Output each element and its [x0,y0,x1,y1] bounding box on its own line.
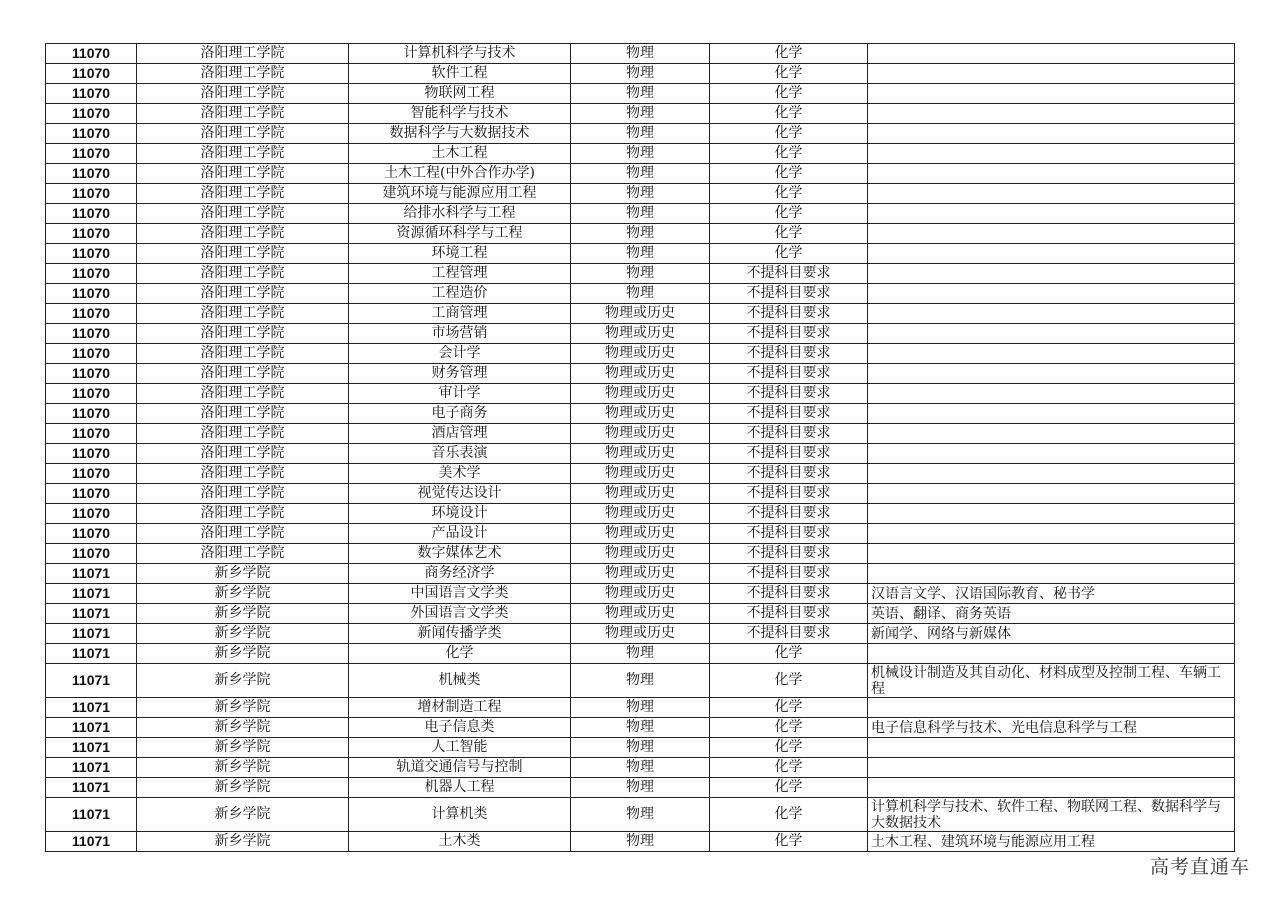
school-name-cell: 洛阳理工学院 [137,544,349,564]
major-name-cell: 机器人工程 [349,778,571,798]
included-majors-cell [868,544,1235,564]
second-subject-cell: 化学 [710,738,868,758]
school-name-cell: 新乡学院 [137,698,349,718]
school-code-cell: 11070 [46,304,137,324]
major-name-cell: 物联网工程 [349,84,571,104]
major-name-cell: 软件工程 [349,64,571,84]
school-name-cell: 新乡学院 [137,664,349,698]
school-code-cell: 11071 [46,624,137,644]
table-row [46,64,1235,84]
school-code-cell: 11070 [46,264,137,284]
school-name-cell: 洛阳理工学院 [137,144,349,164]
table-row [46,164,1235,184]
second-subject-cell: 不提科目要求 [710,284,868,304]
second-subject-cell: 不提科目要求 [710,264,868,284]
school-name-cell: 新乡学院 [137,758,349,778]
school-code-cell: 11070 [46,224,137,244]
school-name-cell: 洛阳理工学院 [137,44,349,64]
included-majors-cell [868,264,1235,284]
school-code-cell: 11070 [46,324,137,344]
major-name-cell: 土木工程 [349,144,571,164]
second-subject-cell: 化学 [710,778,868,798]
included-majors-cell [868,698,1235,718]
first-subject-cell: 物理或历史 [571,444,710,464]
included-majors-cell [868,324,1235,344]
included-majors-cell: 新闻学、网络与新媒体 [868,624,1235,644]
school-name-cell: 洛阳理工学院 [137,284,349,304]
table-body [46,44,1235,852]
second-subject-cell: 不提科目要求 [710,324,868,344]
second-subject-cell: 化学 [710,832,868,852]
first-subject-cell: 物理 [571,644,710,664]
major-name-cell: 资源循环科学与工程 [349,224,571,244]
first-subject-cell: 物理 [571,778,710,798]
school-name-cell: 洛阳理工学院 [137,164,349,184]
school-name-cell: 洛阳理工学院 [137,204,349,224]
major-name-cell: 电子信息类 [349,718,571,738]
school-code-cell: 11070 [46,284,137,304]
first-subject-cell: 物理 [571,284,710,304]
major-name-cell: 化学 [349,644,571,664]
school-name-cell: 洛阳理工学院 [137,104,349,124]
school-name-cell: 新乡学院 [137,718,349,738]
first-subject-cell: 物理或历史 [571,524,710,544]
school-code-cell: 11070 [46,124,137,144]
second-subject-cell: 不提科目要求 [710,624,868,644]
first-subject-cell: 物理或历史 [571,404,710,424]
major-name-cell: 审计学 [349,384,571,404]
first-subject-cell: 物理或历史 [571,504,710,524]
second-subject-cell: 不提科目要求 [710,304,868,324]
school-code-cell: 11070 [46,204,137,224]
second-subject-cell: 化学 [710,758,868,778]
admission-requirements-table [45,43,1235,852]
school-name-cell: 洛阳理工学院 [137,264,349,284]
first-subject-cell: 物理或历史 [571,544,710,564]
second-subject-cell: 化学 [710,798,868,832]
school-code-cell: 11071 [46,604,137,624]
school-code-cell: 11071 [46,698,137,718]
school-code-cell: 11070 [46,384,137,404]
watermark: 高考直通车 [1149,856,1250,878]
second-subject-cell: 不提科目要求 [710,424,868,444]
table-row [46,44,1235,64]
school-code-cell: 11070 [46,484,137,504]
school-code-cell: 11070 [46,164,137,184]
first-subject-cell: 物理或历史 [571,464,710,484]
school-name-cell: 新乡学院 [137,738,349,758]
school-code-cell: 11071 [46,718,137,738]
school-code-cell: 11070 [46,64,137,84]
included-majors-cell [868,84,1235,104]
first-subject-cell: 物理或历史 [571,384,710,404]
school-code-cell: 11070 [46,144,137,164]
first-subject-cell: 物理或历史 [571,604,710,624]
table-row [46,778,1235,798]
first-subject-cell: 物理 [571,144,710,164]
school-code-cell: 11071 [46,738,137,758]
second-subject-cell: 化学 [710,164,868,184]
school-name-cell: 洛阳理工学院 [137,504,349,524]
first-subject-cell: 物理或历史 [571,424,710,444]
included-majors-cell [868,424,1235,444]
school-name-cell: 洛阳理工学院 [137,344,349,364]
school-code-cell: 11070 [46,184,137,204]
table-row [46,404,1235,424]
table-row [46,204,1235,224]
school-code-cell: 11070 [46,424,137,444]
table-row [46,184,1235,204]
table-row [46,604,1235,624]
table-row [46,464,1235,484]
major-name-cell: 环境设计 [349,504,571,524]
first-subject-cell: 物理 [571,718,710,738]
included-majors-cell [868,644,1235,664]
included-majors-cell [868,384,1235,404]
major-name-cell: 市场营销 [349,324,571,344]
included-majors-cell [868,64,1235,84]
major-name-cell: 新闻传播学类 [349,624,571,644]
major-name-cell: 美术学 [349,464,571,484]
school-name-cell: 洛阳理工学院 [137,464,349,484]
school-name-cell: 新乡学院 [137,624,349,644]
table-row [46,758,1235,778]
included-majors-cell: 土木工程、建筑环境与能源应用工程 [868,832,1235,852]
school-name-cell: 洛阳理工学院 [137,244,349,264]
first-subject-cell: 物理 [571,164,710,184]
second-subject-cell: 不提科目要求 [710,564,868,584]
table-row [46,384,1235,404]
included-majors-cell [868,184,1235,204]
table-row [46,524,1235,544]
included-majors-cell [868,284,1235,304]
included-majors-cell [868,44,1235,64]
second-subject-cell: 化学 [710,124,868,144]
table-row [46,544,1235,564]
first-subject-cell: 物理 [571,758,710,778]
school-name-cell: 洛阳理工学院 [137,84,349,104]
first-subject-cell: 物理 [571,64,710,84]
school-name-cell: 洛阳理工学院 [137,524,349,544]
included-majors-cell [868,244,1235,264]
second-subject-cell: 不提科目要求 [710,404,868,424]
school-name-cell: 新乡学院 [137,778,349,798]
included-majors-cell: 电子信息科学与技术、光电信息科学与工程 [868,718,1235,738]
school-code-cell: 11071 [46,758,137,778]
second-subject-cell: 化学 [710,664,868,698]
included-majors-cell: 汉语言文学、汉语国际教育、秘书学 [868,584,1235,604]
table-row [46,304,1235,324]
second-subject-cell: 化学 [710,144,868,164]
table-row [46,832,1235,852]
included-majors-cell [868,304,1235,324]
major-name-cell: 机械类 [349,664,571,698]
table-row [46,124,1235,144]
included-majors-cell [868,444,1235,464]
first-subject-cell: 物理 [571,124,710,144]
second-subject-cell: 不提科目要求 [710,544,868,564]
school-name-cell: 洛阳理工学院 [137,364,349,384]
table-row [46,624,1235,644]
second-subject-cell: 化学 [710,224,868,244]
major-name-cell: 轨道交通信号与控制 [349,758,571,778]
school-code-cell: 11070 [46,524,137,544]
school-code-cell: 11070 [46,504,137,524]
second-subject-cell: 不提科目要求 [710,444,868,464]
second-subject-cell: 化学 [710,64,868,84]
school-name-cell: 洛阳理工学院 [137,404,349,424]
included-majors-cell [868,564,1235,584]
school-name-cell: 洛阳理工学院 [137,444,349,464]
major-name-cell: 财务管理 [349,364,571,384]
major-name-cell: 建筑环境与能源应用工程 [349,184,571,204]
school-name-cell: 新乡学院 [137,832,349,852]
school-name-cell: 洛阳理工学院 [137,184,349,204]
first-subject-cell: 物理 [571,244,710,264]
school-name-cell: 新乡学院 [137,604,349,624]
school-code-cell: 11070 [46,464,137,484]
first-subject-cell: 物理 [571,224,710,244]
second-subject-cell: 化学 [710,44,868,64]
included-majors-cell [868,464,1235,484]
school-name-cell: 新乡学院 [137,564,349,584]
first-subject-cell: 物理或历史 [571,364,710,384]
first-subject-cell: 物理 [571,698,710,718]
included-majors-cell [868,144,1235,164]
major-name-cell: 视觉传达设计 [349,484,571,504]
included-majors-cell: 机械设计制造及其自动化、材料成型及控制工程、车辆工程 [868,664,1235,698]
first-subject-cell: 物理 [571,104,710,124]
school-name-cell: 洛阳理工学院 [137,384,349,404]
second-subject-cell: 不提科目要求 [710,504,868,524]
table-row [46,284,1235,304]
major-name-cell: 计算机科学与技术 [349,44,571,64]
major-name-cell: 土木工程(中外合作办学) [349,164,571,184]
included-majors-cell [868,164,1235,184]
school-code-cell: 11071 [46,644,137,664]
included-majors-cell [868,524,1235,544]
school-name-cell: 新乡学院 [137,584,349,604]
second-subject-cell: 化学 [710,104,868,124]
school-name-cell: 洛阳理工学院 [137,224,349,244]
major-name-cell: 智能科学与技术 [349,104,571,124]
first-subject-cell: 物理 [571,184,710,204]
table-row [46,644,1235,664]
major-name-cell: 数字媒体艺术 [349,544,571,564]
school-code-cell: 11070 [46,344,137,364]
included-majors-cell [868,364,1235,384]
school-code-cell: 11071 [46,584,137,604]
included-majors-cell [868,504,1235,524]
first-subject-cell: 物理 [571,264,710,284]
second-subject-cell: 化学 [710,698,868,718]
major-name-cell: 音乐表演 [349,444,571,464]
second-subject-cell: 不提科目要求 [710,524,868,544]
table-row [46,664,1235,698]
first-subject-cell: 物理或历史 [571,324,710,344]
second-subject-cell: 化学 [710,718,868,738]
school-code-cell: 11071 [46,778,137,798]
first-subject-cell: 物理 [571,798,710,832]
school-code-cell: 11071 [46,564,137,584]
first-subject-cell: 物理或历史 [571,484,710,504]
table-row [46,224,1235,244]
first-subject-cell: 物理或历史 [571,344,710,364]
first-subject-cell: 物理或历史 [571,304,710,324]
second-subject-cell: 不提科目要求 [710,584,868,604]
school-code-cell: 11070 [46,444,137,464]
school-name-cell: 新乡学院 [137,644,349,664]
table-row [46,144,1235,164]
table-row [46,798,1235,832]
second-subject-cell: 不提科目要求 [710,364,868,384]
included-majors-cell [868,738,1235,758]
school-name-cell: 洛阳理工学院 [137,124,349,144]
school-code-cell: 11071 [46,832,137,852]
included-majors-cell [868,104,1235,124]
first-subject-cell: 物理 [571,832,710,852]
second-subject-cell: 化学 [710,204,868,224]
major-name-cell: 酒店管理 [349,424,571,444]
school-name-cell: 洛阳理工学院 [137,304,349,324]
table-row [46,444,1235,464]
table-row [46,564,1235,584]
school-code-cell: 11070 [46,244,137,264]
second-subject-cell: 不提科目要求 [710,384,868,404]
table-row [46,504,1235,524]
included-majors-cell: 计算机科学与技术、软件工程、物联网工程、数据科学与大数据技术 [868,798,1235,832]
included-majors-cell [868,758,1235,778]
second-subject-cell: 不提科目要求 [710,604,868,624]
second-subject-cell: 化学 [710,184,868,204]
school-name-cell: 新乡学院 [137,798,349,832]
school-name-cell: 洛阳理工学院 [137,484,349,504]
table-row [46,424,1235,444]
table-row [46,244,1235,264]
table-row [46,344,1235,364]
major-name-cell: 工程造价 [349,284,571,304]
school-code-cell: 11071 [46,798,137,832]
second-subject-cell: 不提科目要求 [710,484,868,504]
major-name-cell: 电子商务 [349,404,571,424]
first-subject-cell: 物理或历史 [571,584,710,604]
major-name-cell: 商务经济学 [349,564,571,584]
second-subject-cell: 化学 [710,84,868,104]
school-code-cell: 11070 [46,364,137,384]
included-majors-cell [868,484,1235,504]
included-majors-cell [868,404,1235,424]
school-code-cell: 11070 [46,104,137,124]
school-name-cell: 洛阳理工学院 [137,64,349,84]
school-name-cell: 洛阳理工学院 [137,424,349,444]
major-name-cell: 给排水科学与工程 [349,204,571,224]
major-name-cell: 外国语言文学类 [349,604,571,624]
major-name-cell: 会计学 [349,344,571,364]
first-subject-cell: 物理 [571,44,710,64]
major-name-cell: 工商管理 [349,304,571,324]
included-majors-cell [868,224,1235,244]
major-name-cell: 计算机类 [349,798,571,832]
table-row [46,718,1235,738]
second-subject-cell: 化学 [710,244,868,264]
table-row [46,738,1235,758]
table-row [46,324,1235,344]
major-name-cell: 土木类 [349,832,571,852]
second-subject-cell: 不提科目要求 [710,464,868,484]
table-row [46,484,1235,504]
major-name-cell: 中国语言文学类 [349,584,571,604]
school-code-cell: 11070 [46,44,137,64]
school-code-cell: 11070 [46,544,137,564]
school-code-cell: 11070 [46,404,137,424]
second-subject-cell: 化学 [710,644,868,664]
included-majors-cell: 英语、翻译、商务英语 [868,604,1235,624]
table-row [46,84,1235,104]
table-row [46,584,1235,604]
major-name-cell: 产品设计 [349,524,571,544]
table-row [46,364,1235,384]
school-name-cell: 洛阳理工学院 [137,324,349,344]
major-name-cell: 增材制造工程 [349,698,571,718]
school-code-cell: 11071 [46,664,137,698]
first-subject-cell: 物理或历史 [571,624,710,644]
included-majors-cell [868,344,1235,364]
major-name-cell: 工程管理 [349,264,571,284]
included-majors-cell [868,778,1235,798]
table-row [46,698,1235,718]
first-subject-cell: 物理或历史 [571,564,710,584]
school-code-cell: 11070 [46,84,137,104]
first-subject-cell: 物理 [571,738,710,758]
first-subject-cell: 物理 [571,84,710,104]
first-subject-cell: 物理 [571,664,710,698]
major-name-cell: 环境工程 [349,244,571,264]
major-name-cell: 人工智能 [349,738,571,758]
table-row [46,264,1235,284]
included-majors-cell [868,204,1235,224]
major-name-cell: 数据科学与大数据技术 [349,124,571,144]
second-subject-cell: 不提科目要求 [710,344,868,364]
table-row [46,104,1235,124]
first-subject-cell: 物理 [571,204,710,224]
included-majors-cell [868,124,1235,144]
